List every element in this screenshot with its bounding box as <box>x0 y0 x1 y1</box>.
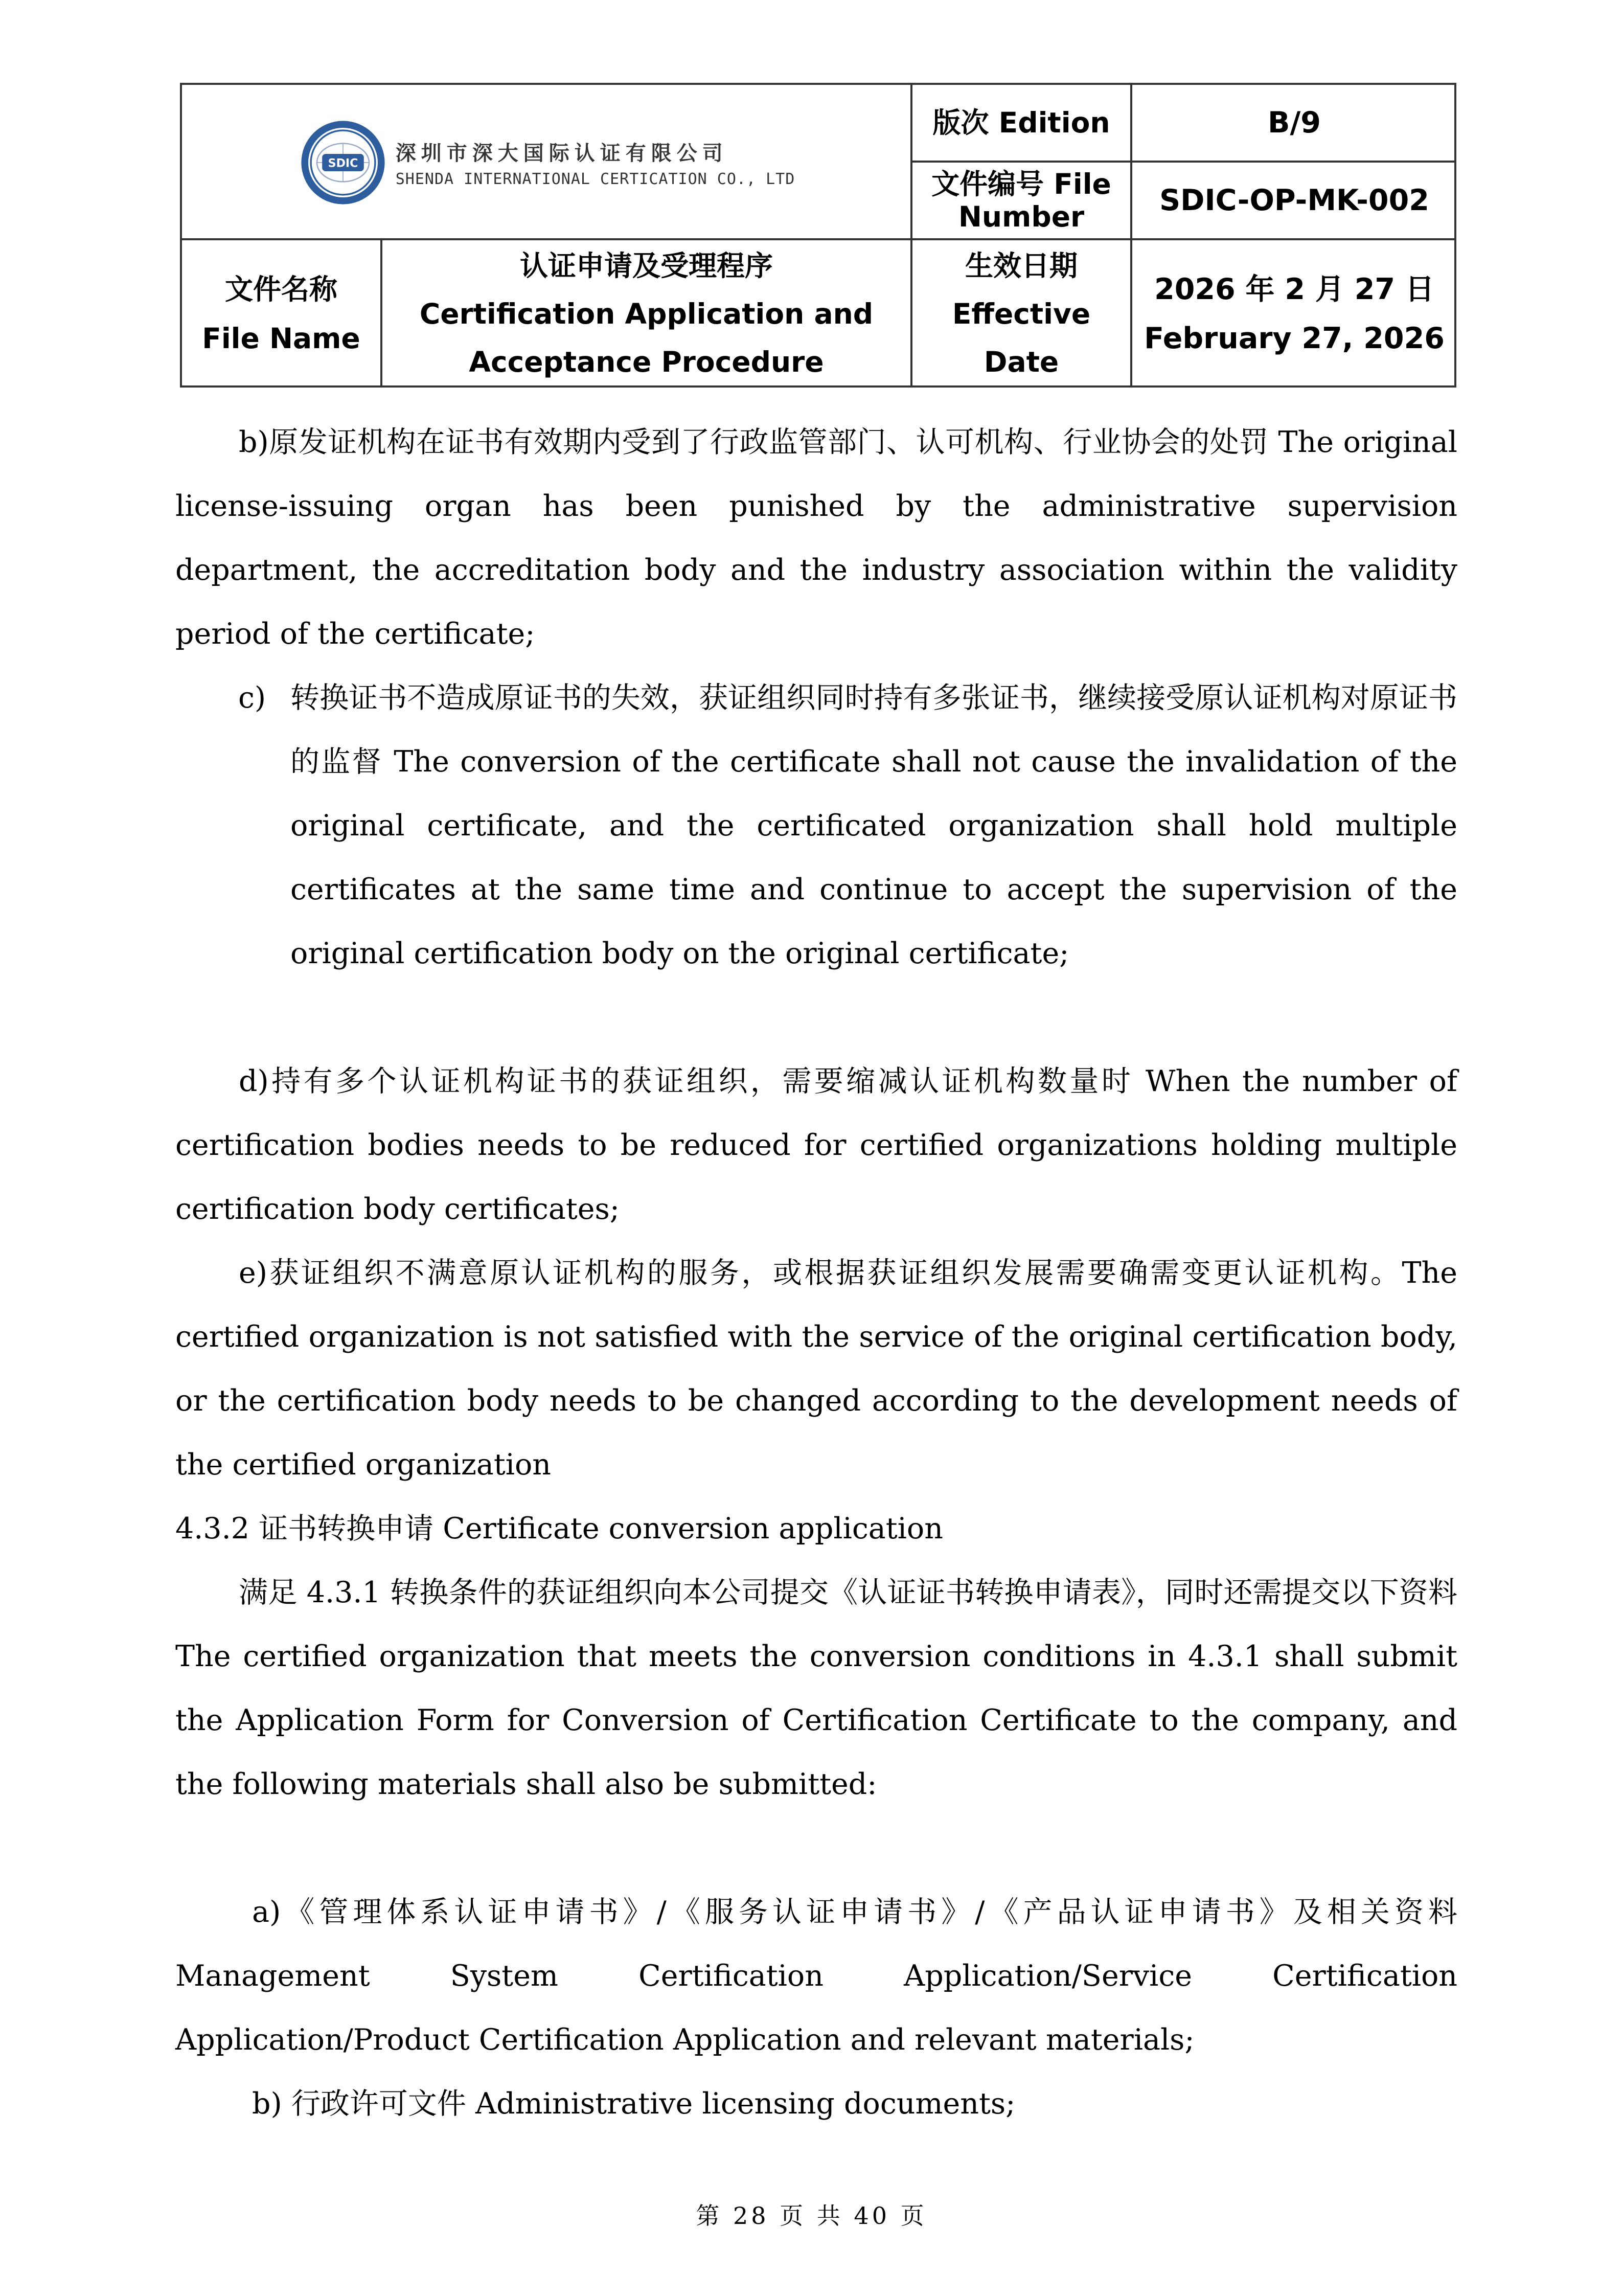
edition-value-cell <box>1132 85 1456 161</box>
effective-date-label-cell <box>912 240 1130 388</box>
file-number-label: Number <box>958 200 1085 233</box>
file-number-value: SDIC-OP-MK-002 <box>1159 184 1429 217</box>
file-name-en: Acceptance Procedure <box>469 346 824 378</box>
effective-date-label-en: Date <box>984 346 1059 378</box>
file-name-label-cell <box>182 240 380 388</box>
company-name <box>396 137 795 188</box>
file-name-value-cell <box>382 240 910 388</box>
file-number-label: 文件编号 File <box>931 168 1111 200</box>
company-name-en: SHENDA INTERNATIONAL CERTICATION CO., LTD <box>395 170 795 188</box>
sub-item-a: a)《管理体系认证申请书》/《服务认证申请书》/《产品认证申请书》及相关资料 Management System Certification Application/Service Certification Application/Product Certification Application and relevant materials; <box>175 1895 1457 2057</box>
file-name-label-en: File Name <box>202 322 360 355</box>
file-name-en: Certification Application and <box>419 298 874 330</box>
list-item-c-marker: c) <box>238 681 266 715</box>
list-item-d: d)持有多个认证机构证书的获证组织，需要缩减认证机构数量时 When the number of certification bodies needs to be reduced for certified organizations holding multiple certification body certificates; <box>175 1064 1457 1226</box>
effective-date-en: February 27, 2026 <box>1144 322 1445 355</box>
logo-text: SDIC <box>328 156 358 170</box>
company-name-cn: 深圳市深大国际认证有限公司 <box>395 141 728 165</box>
edition-label-cell <box>912 85 1130 161</box>
document-header-table <box>180 83 1456 388</box>
file-name-label-cn: 文件名称 <box>224 273 337 306</box>
edition-label: 版次 Edition <box>932 106 1110 139</box>
company-seal-icon <box>300 119 386 206</box>
effective-date-label-en: Effective <box>952 298 1091 330</box>
section-heading-4-3-2: 4.3.2 证书转换申请 Certificate conversion application <box>175 1512 943 1545</box>
page-number: 第 28 页 共 40 页 <box>696 2202 927 2230</box>
section-4-3-2-paragraph: 满足 4.3.1 转换条件的获证组织向本公司提交《认证证书转换申请表》，同时还需提交以下资料 The certified organization that meets the conversion conditions in 4.3.1 shall submit the Application Form for Conversion of Certification Certificate to the company, and the following materials shall also be submitted: <box>175 1576 1457 1801</box>
list-item-e: e)获证组织不满意原认证机构的服务，或根据获证组织发展需要确需变更认证机构。The certified organization is not satisfied with the service of the original certification body, or the certification body needs to be changed according to the development needs of the certified organization <box>175 1256 1457 1482</box>
file-number-label-cell <box>912 163 1130 238</box>
file-name-cn: 认证申请及受理程序 <box>519 249 773 282</box>
edition-value: B/9 <box>1268 106 1321 140</box>
effective-date-label-cn: 生效日期 <box>965 249 1078 282</box>
list-item-b: b)原发证机构在证书有效期内受到了行政监管部门、认可机构、行业协会的处罚 The original license-issuing organ has been punished by the administrative supervision department, the accreditation body and the industry association within the validity period of the certificate; <box>175 425 1457 651</box>
file-number-value-cell <box>1132 163 1456 238</box>
company-logo-block <box>182 85 912 240</box>
sub-item-b: b) 行政许可文件 Administrative licensing documents; <box>252 2087 1016 2121</box>
effective-date-value-cell <box>1132 240 1456 388</box>
effective-date-cn: 2026 年 2 月 27 日 <box>1154 272 1434 306</box>
list-item-c: 转换证书不造成原证书的失效，获证组织同时持有多张证书，继续接受原认证机构对原证书的监督 The conversion of the certificate shall not cause the invalidation of the original certificate, and the certificated organization shall hold multiple certificates at the same time and continue to accept the supervision of the original certification body on the original certificate; <box>290 681 1457 970</box>
